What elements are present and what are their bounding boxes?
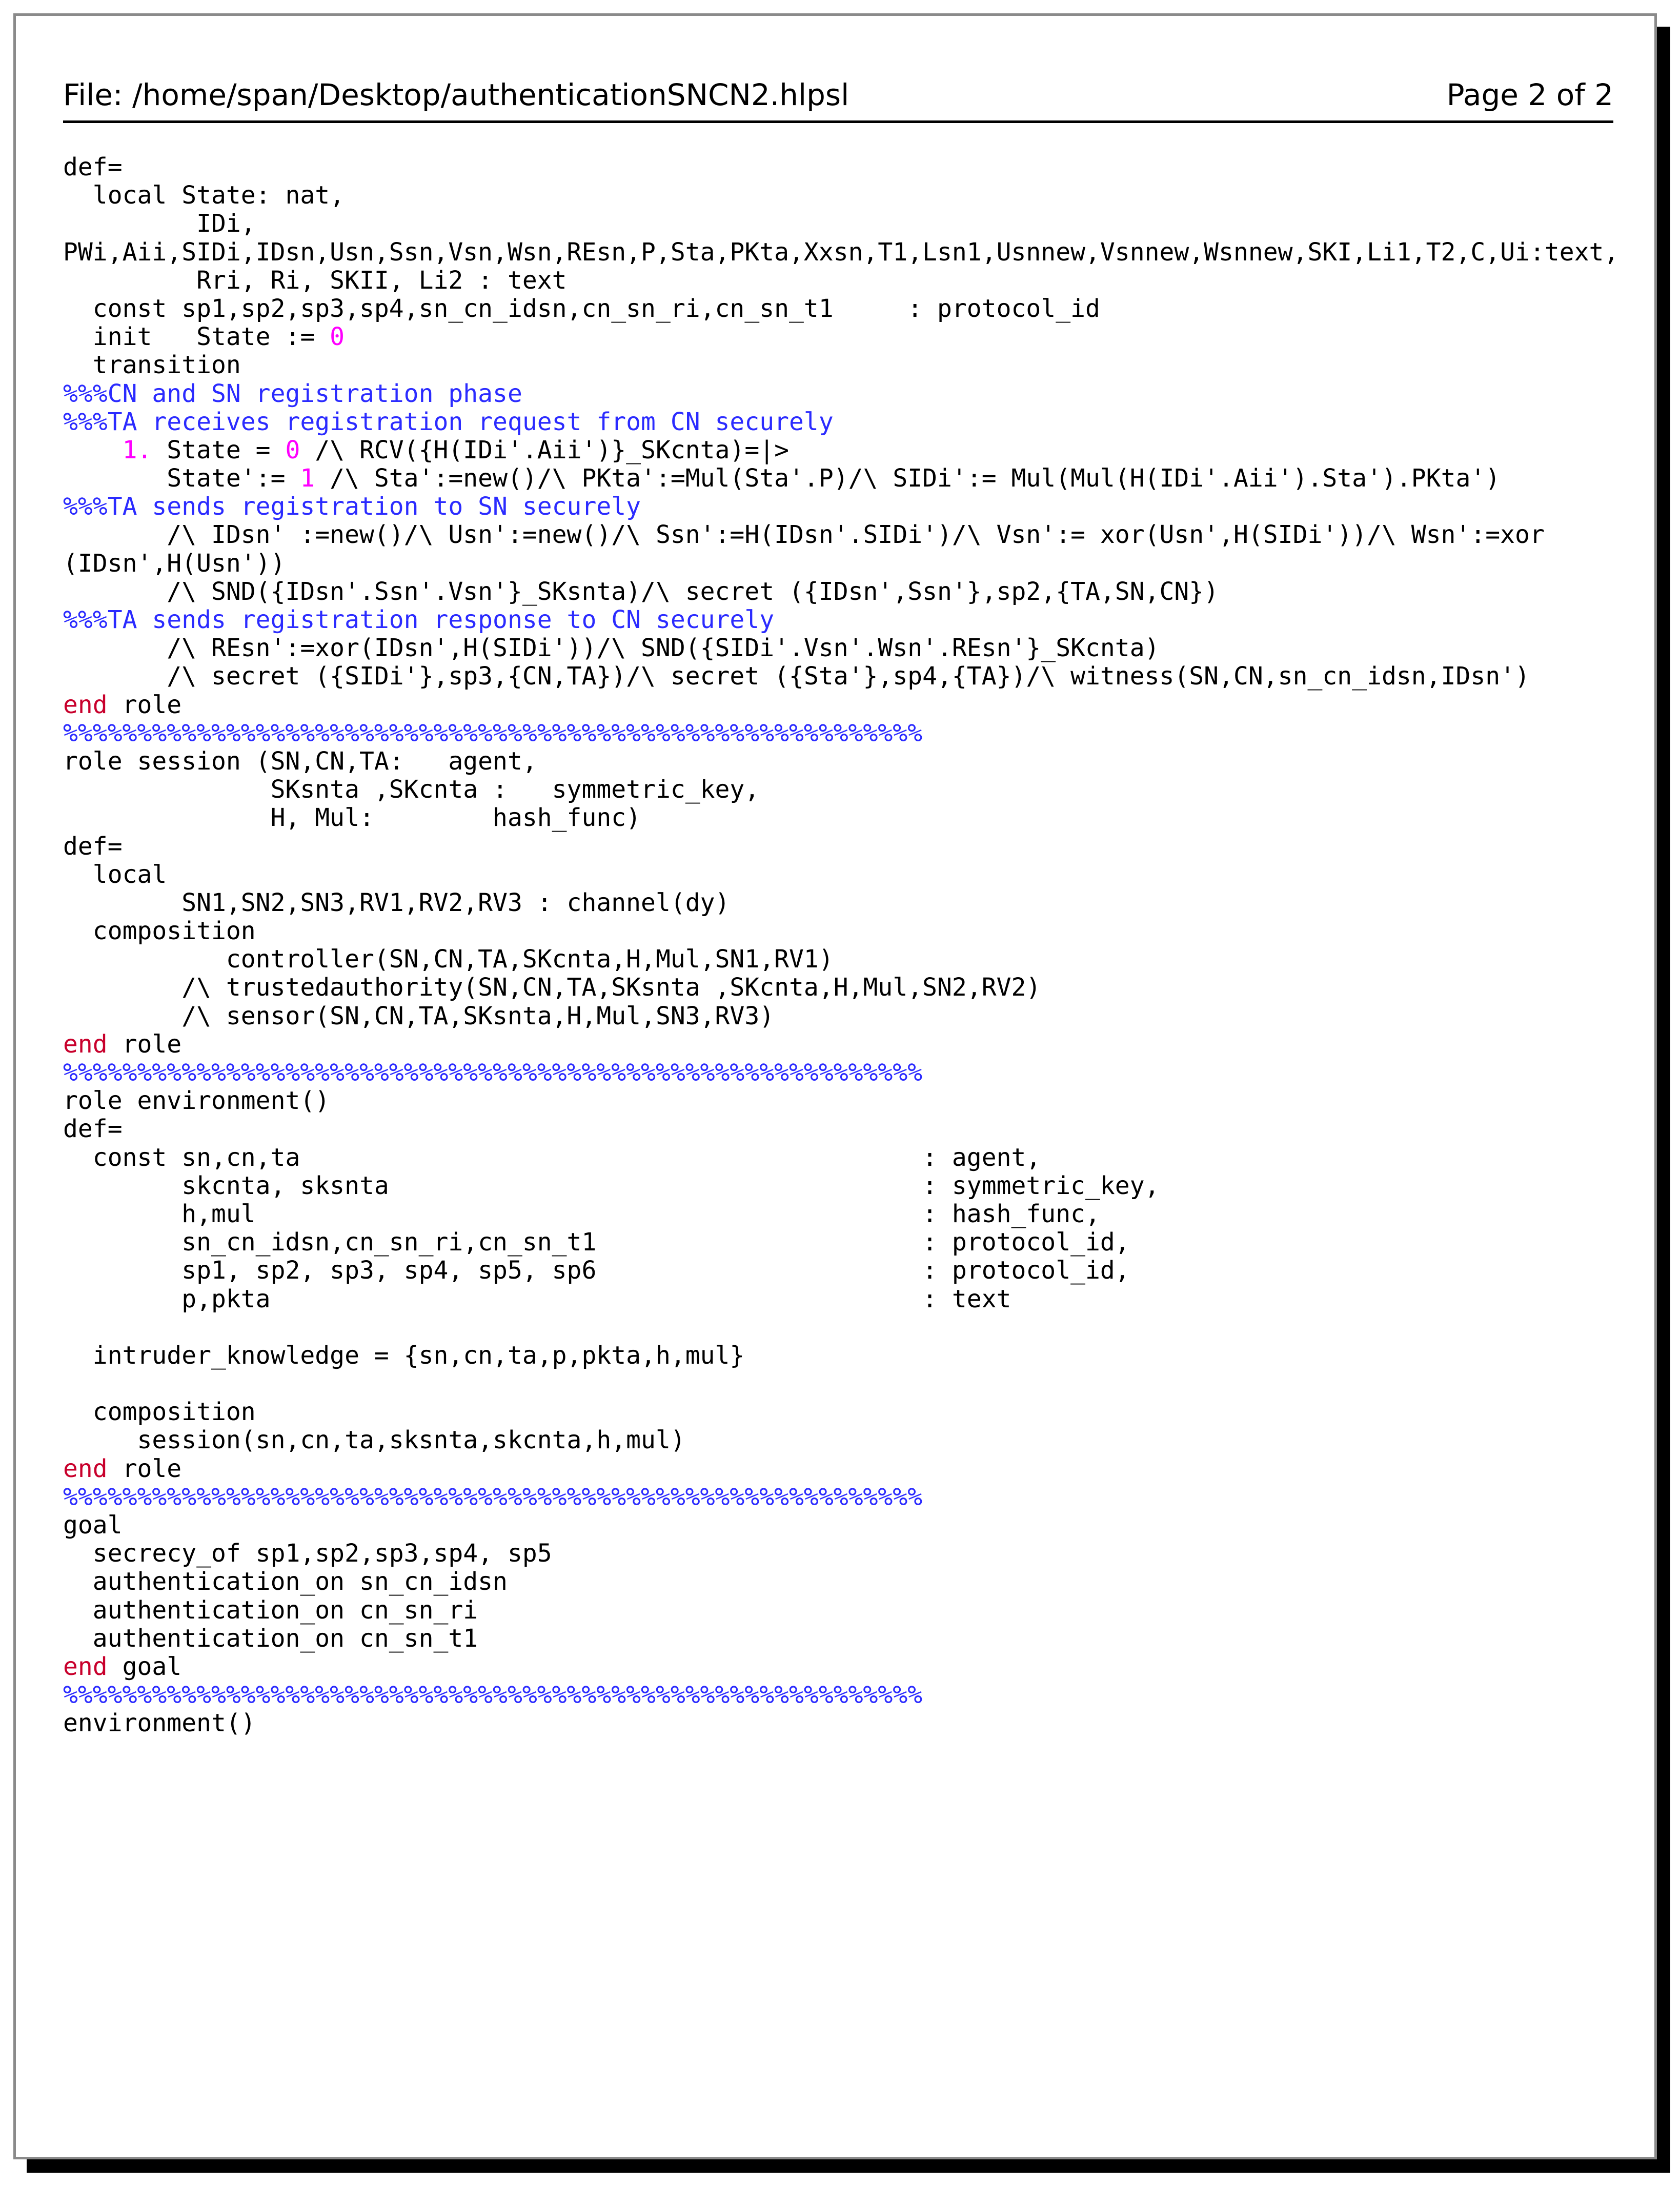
code-line bbox=[63, 1144, 1642, 1172]
comment-token: %%%TA receives registration request from CN securely bbox=[63, 407, 834, 436]
code-text: def= bbox=[63, 1115, 123, 1144]
code-text: skcnta, sksnta : symmetric_key, bbox=[63, 1171, 1160, 1200]
code-line bbox=[63, 1653, 1642, 1681]
code-text: init State := bbox=[63, 322, 330, 352]
code-text: secrecy_of sp1,sp2,sp3,sp4, sp5 bbox=[63, 1539, 552, 1568]
comment-token: %%%%%%%%%%%%%%%%%%%%%%%%%%%%%%%%%%%%%%%%%%%%%%%%%%%%%%%%%% bbox=[63, 1058, 923, 1087]
code-line bbox=[63, 1228, 1642, 1257]
code-line bbox=[63, 1200, 1642, 1228]
code-line bbox=[63, 1370, 1642, 1398]
code-text: Rri, Ri, SKII, Li2 : text bbox=[63, 266, 567, 295]
code-text bbox=[63, 436, 123, 464]
code-text: (IDsn',H(Usn')) bbox=[63, 549, 286, 578]
code-line bbox=[63, 691, 1642, 719]
code-text: composition bbox=[63, 917, 256, 946]
code-text: session(sn,cn,ta,sksnta,skcnta,h,mul) bbox=[63, 1426, 685, 1455]
code-line bbox=[63, 1568, 1642, 1596]
number-token: 0 bbox=[285, 435, 300, 464]
code-line bbox=[63, 1342, 1642, 1370]
code-text: SN1,SN2,SN3,RV1,RV2,RV3 : channel(dy) bbox=[63, 888, 730, 917]
code-line bbox=[63, 1257, 1642, 1285]
comment-token: %%%TA sends registration to SN securely bbox=[63, 492, 641, 521]
code-line bbox=[63, 1511, 1642, 1540]
comment-token: %%%%%%%%%%%%%%%%%%%%%%%%%%%%%%%%%%%%%%%%%%%%%%%%%%%%%%%%%% bbox=[63, 1482, 923, 1511]
keyword-token: end bbox=[63, 1029, 108, 1059]
code-line bbox=[63, 436, 1642, 464]
code-line bbox=[63, 464, 1642, 493]
keyword-token: end bbox=[63, 1652, 108, 1681]
code-line bbox=[63, 1172, 1642, 1200]
code-text: p,pkta : text bbox=[63, 1284, 1011, 1313]
document-page bbox=[13, 13, 1657, 2159]
code-line bbox=[63, 493, 1642, 521]
code-listing bbox=[63, 153, 1642, 1738]
code-line bbox=[63, 1483, 1642, 1511]
code-line bbox=[63, 181, 1642, 210]
code-line bbox=[63, 578, 1642, 606]
code-text: /\ sensor(SN,CN,TA,SKsnta,H,Mul,SN3,RV3) bbox=[63, 1001, 775, 1030]
keyword-token: end bbox=[63, 1454, 108, 1483]
code-line bbox=[63, 662, 1642, 691]
code-text: h,mul : hash_func, bbox=[63, 1199, 1100, 1228]
code-line bbox=[63, 550, 1642, 578]
code-line bbox=[63, 889, 1642, 917]
code-text: role session (SN,CN,TA: agent, bbox=[63, 746, 537, 776]
code-line bbox=[63, 267, 1642, 295]
code-line bbox=[63, 1426, 1642, 1454]
code-line bbox=[63, 238, 1642, 267]
code-text: transition bbox=[63, 351, 241, 380]
code-text: /\ IDsn' :=new()/\ Usn':=new()/\ Ssn':=H(IDsn'.SIDi')/\ Vsn':= xor(Usn',H(SIDi'))/\ Wsn':=xor bbox=[63, 520, 1545, 550]
comment-token: %%%CN and SN registration phase bbox=[63, 379, 522, 408]
keyword-token: end bbox=[63, 690, 108, 719]
code-line bbox=[63, 323, 1642, 351]
code-line bbox=[63, 1455, 1642, 1483]
code-line bbox=[63, 1059, 1642, 1087]
code-line bbox=[63, 1709, 1642, 1737]
code-text: PWi,Aii,SIDi,IDsn,Usn,Ssn,Vsn,Wsn,REsn,P,Sta,PKta,Xxsn,T1,Lsn1,Usnnew,Vsnnew,Wsnnew,SKI,Li1,T2,C,Ui:text, bbox=[63, 237, 1619, 267]
code-text: role bbox=[107, 690, 182, 719]
code-line bbox=[63, 861, 1642, 889]
code-line bbox=[63, 945, 1642, 974]
code-line bbox=[63, 1030, 1642, 1059]
code-text: composition bbox=[63, 1398, 256, 1427]
code-text: /\ secret ({SIDi'},sp3,{CN,TA})/\ secret ({Sta'},sp4,{TA})/\ witness(SN,CN,sn_cn_idsn,IDsn') bbox=[63, 662, 1530, 691]
code-text: IDi, bbox=[63, 209, 256, 238]
code-text: /\ RCV({H(IDi'.Aii')}_SKcnta)=|> bbox=[300, 435, 790, 464]
code-text: role environment() bbox=[63, 1086, 330, 1116]
code-line bbox=[63, 1681, 1642, 1709]
code-text: sp1, sp2, sp3, sp4, sp5, sp6 : protocol_id, bbox=[63, 1256, 1130, 1285]
code-text: def= bbox=[63, 832, 123, 861]
code-line bbox=[63, 833, 1642, 861]
code-text: controller(SN,CN,TA,SKcnta,H,Mul,SN1,RV1) bbox=[63, 945, 834, 974]
code-line bbox=[63, 1625, 1642, 1653]
code-text: /\ REsn':=xor(IDsn',H(SIDi'))/\ SND({SIDi'.Vsn'.Wsn'.REsn'}_SKcnta) bbox=[63, 634, 1160, 663]
code-text: SKsnta ,SKcnta : symmetric_key, bbox=[63, 775, 760, 804]
code-text: intruder_knowledge = {sn,cn,ta,p,pkta,h,mul} bbox=[63, 1341, 745, 1370]
code-line bbox=[63, 210, 1642, 238]
code-line bbox=[63, 1087, 1642, 1115]
code-line bbox=[63, 295, 1642, 323]
code-text: local bbox=[63, 860, 167, 889]
code-line bbox=[63, 747, 1642, 776]
page-number-label: Page 2 of 2 bbox=[1446, 77, 1613, 112]
code-text: environment() bbox=[63, 1709, 256, 1738]
page-header bbox=[63, 74, 1613, 123]
code-line bbox=[63, 974, 1642, 1002]
code-line bbox=[63, 1596, 1642, 1625]
code-line bbox=[63, 634, 1642, 662]
code-line bbox=[63, 1313, 1642, 1342]
comment-token: %%%%%%%%%%%%%%%%%%%%%%%%%%%%%%%%%%%%%%%%%%%%%%%%%%%%%%%%%% bbox=[63, 1681, 923, 1710]
code-line bbox=[63, 776, 1642, 804]
comment-token: %%%%%%%%%%%%%%%%%%%%%%%%%%%%%%%%%%%%%%%%%%%%%%%%%%%%%%%%%% bbox=[63, 718, 923, 747]
code-text: def= bbox=[63, 153, 123, 181]
code-line bbox=[63, 380, 1642, 408]
code-text: role bbox=[107, 1454, 182, 1483]
code-text: goal bbox=[63, 1511, 123, 1540]
code-text: /\ Sta':=new()/\ PKta':=Mul(Sta'.P)/\ SIDi':= Mul(Mul(H(IDi'.Aii').Sta').PKta') bbox=[315, 464, 1501, 493]
code-line bbox=[63, 351, 1642, 379]
code-line bbox=[63, 804, 1642, 832]
code-text: const sn,cn,ta : agent, bbox=[63, 1143, 1041, 1172]
code-line bbox=[63, 1115, 1642, 1143]
code-text: authentication_on cn_sn_ri bbox=[63, 1595, 478, 1625]
code-text: State = bbox=[152, 435, 286, 464]
code-text: role bbox=[107, 1029, 182, 1059]
code-text: goal bbox=[107, 1652, 182, 1681]
code-text: /\ trustedauthority(SN,CN,TA,SKsnta ,SKcnta,H,Mul,SN2,RV2) bbox=[63, 973, 1041, 1002]
number-token: 0 bbox=[330, 322, 345, 352]
code-line bbox=[63, 1540, 1642, 1568]
code-line bbox=[63, 408, 1642, 436]
number-token: 1. bbox=[122, 435, 152, 464]
code-line bbox=[63, 153, 1642, 181]
code-line bbox=[63, 1398, 1642, 1426]
code-text: authentication_on cn_sn_t1 bbox=[63, 1624, 478, 1653]
code-text: sn_cn_idsn,cn_sn_ri,cn_sn_t1 : protocol_id, bbox=[63, 1228, 1130, 1257]
code-text: H, Mul: hash_func) bbox=[63, 803, 641, 833]
code-line bbox=[63, 917, 1642, 945]
code-text: authentication_on sn_cn_idsn bbox=[63, 1567, 508, 1596]
code-text: State':= bbox=[63, 464, 300, 493]
comment-token: %%%TA sends registration response to CN securely bbox=[63, 605, 775, 634]
code-text: local State: nat, bbox=[63, 181, 345, 210]
code-text: /\ SND({IDsn'.Ssn'.Vsn'}_SKsnta)/\ secret ({IDsn',Ssn'},sp2,{TA,SN,CN}) bbox=[63, 577, 1219, 606]
number-token: 1 bbox=[300, 464, 315, 493]
code-line bbox=[63, 606, 1642, 634]
code-line bbox=[63, 1002, 1642, 1030]
code-line bbox=[63, 521, 1642, 549]
code-line bbox=[63, 1285, 1642, 1313]
file-path-label: File: /home/span/Desktop/authenticationSNCN2.hlpsl bbox=[63, 77, 849, 112]
code-text: const sp1,sp2,sp3,sp4,sn_cn_idsn,cn_sn_ri,cn_sn_t1 : protocol_id bbox=[63, 294, 1100, 323]
code-line bbox=[63, 719, 1642, 747]
